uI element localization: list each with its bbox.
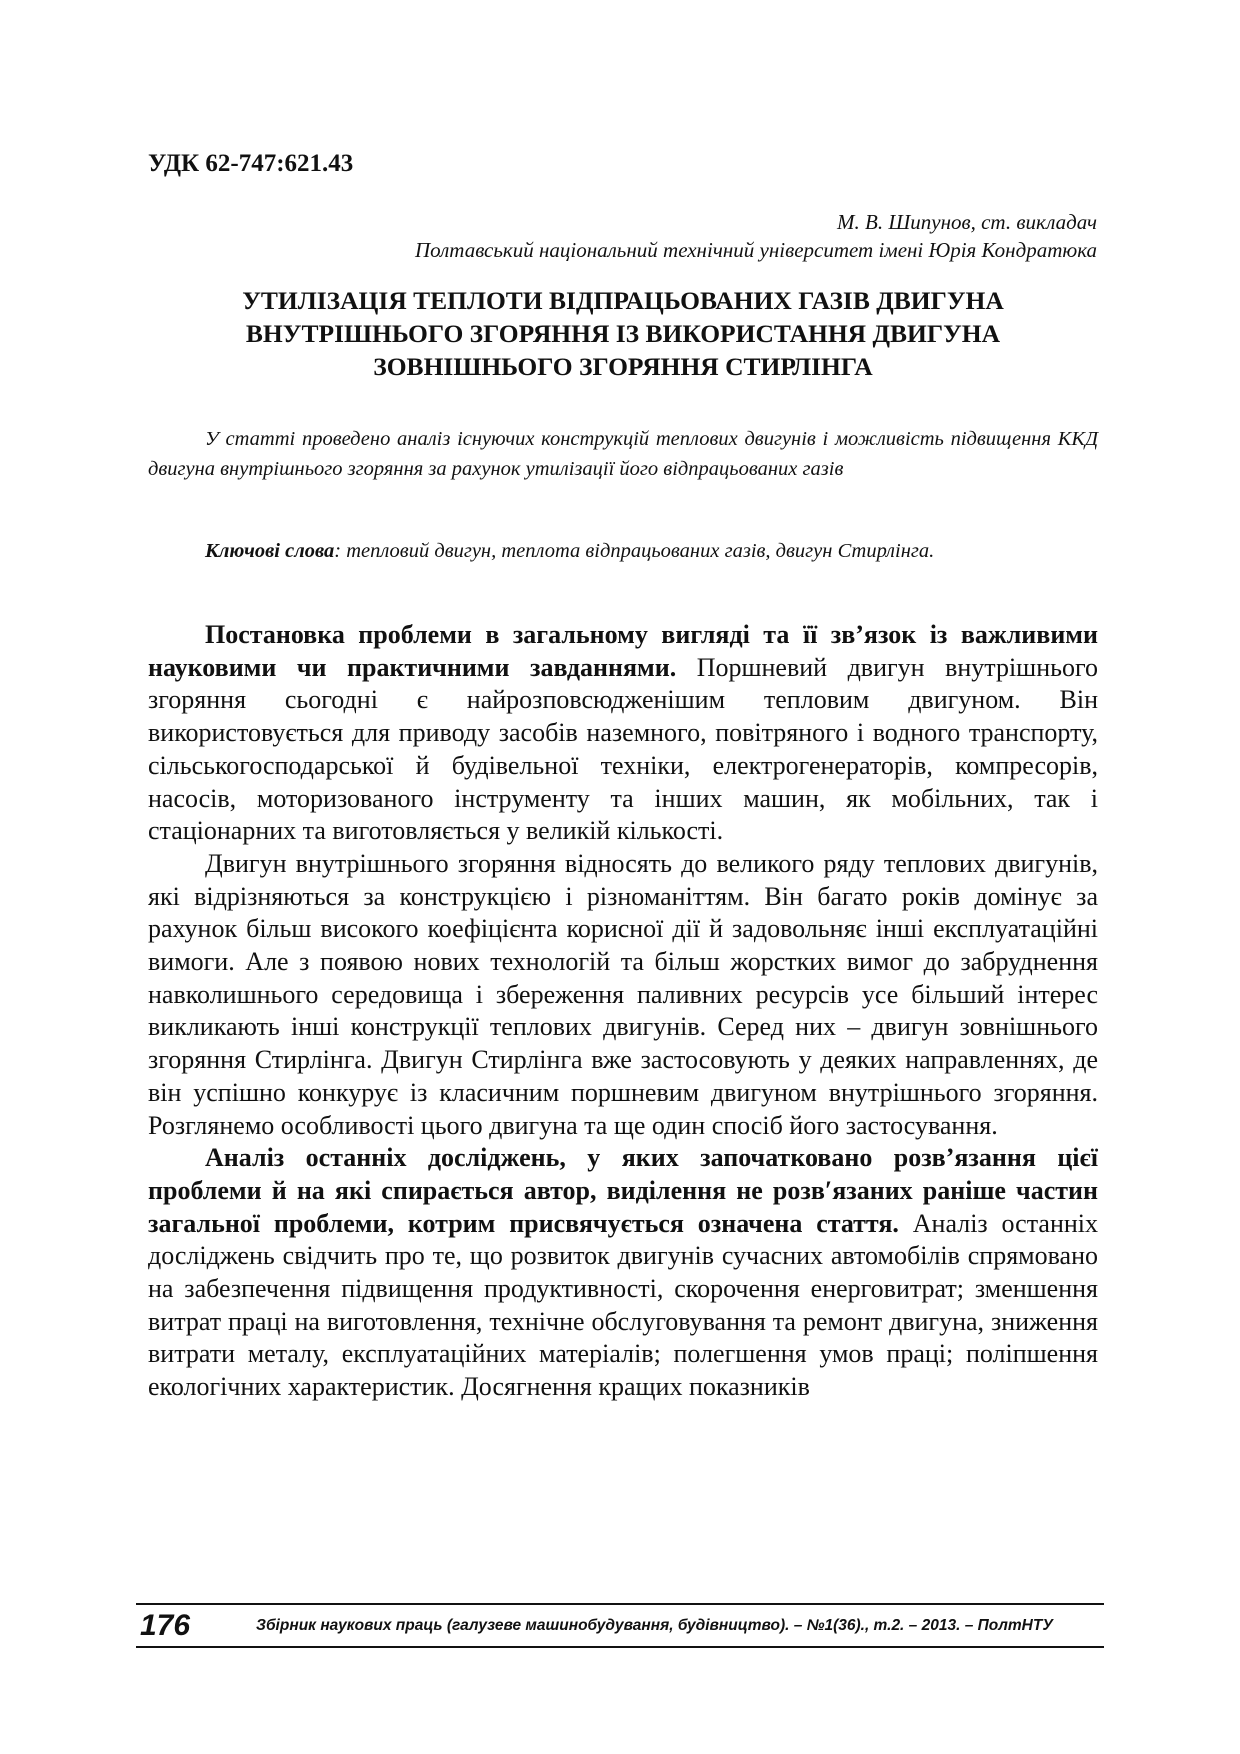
article-title bbox=[148, 284, 1098, 383]
body-paragraph bbox=[148, 1142, 1098, 1404]
keywords bbox=[148, 536, 1098, 566]
author-block bbox=[415, 208, 1097, 264]
paragraph-text: Аналіз останніх досліджень свідчить про те, що розвиток двигунів сучасних автомобілів спрямовано на забезпечення підвищення продуктивності, скорочення енерговитрат; зменшення витрат праці на виготовлення, технічне обслуговування та ремонт двигуна, зниження витрати металу, експлуатаційних матеріалів; полегшення умов праці; поліпшення екологічних характеристик. Досягнення кращих показників bbox=[148, 1208, 1098, 1402]
title-line: УТИЛІЗАЦІЯ ТЕПЛОТИ ВІДПРАЦЬОВАНИХ ГАЗІВ ДВИГУНА bbox=[242, 286, 1004, 315]
journal-reference: Збірник наукових праць (галузеве машинобудування, будівництво). – №1(36)., т.2. – 2013. – ПолтНТУ bbox=[256, 1617, 1053, 1634]
abstract: У статті проведено аналіз існуючих конструкцій теплових двигунів і можливість підвищення ККД двигуна внутрішнього згоряння за рахунок утилізації його відпрацьованих газів bbox=[148, 428, 1098, 480]
section-heading: Аналіз останніх досліджень, у яких започатковано розв’язання цієї проблеми й на які спирається автор, виділення не розв′язаних раніше частин загальної проблеми, котрим присвячується означена стаття. bbox=[148, 1143, 1098, 1238]
section-heading: Постановка проблеми в загальному вигляді та її зв’язок із важливими науковими чи практичними завданнями. bbox=[148, 620, 1098, 682]
paragraph-text: Поршневий двигун внутрішнього згоряння сьогодні є найрозповсюдженішим тепловим двигуном. Він використовується для приводу засобів наземного, повітряного і водного транспорту, сільськогосподарської й будівельної техніки, електрогенераторів, компресорів, насосів, моторизованого інструменту та інших машин, як мобільних, так і стаціонарних та виготовляється у великій кількості. bbox=[148, 652, 1098, 846]
keywords-text: : тепловий двигун, теплота відпрацьованих газів, двигун Стирлінга. bbox=[334, 540, 935, 562]
body-paragraph bbox=[148, 848, 1098, 1142]
footer-rule-bottom bbox=[136, 1646, 1104, 1648]
title-line: ЗОВНІШНЬОГО ЗГОРЯННЯ СТИРЛІНГА bbox=[373, 352, 873, 381]
keywords-label: Ключові слова bbox=[205, 540, 335, 562]
page-footer bbox=[140, 1606, 1100, 1646]
page-number: 176 bbox=[140, 1609, 191, 1642]
title-line: ВНУТРІШНЬОГО ЗГОРЯННЯ ІЗ ВИКОРИСТАННЯ ДВИГУНА bbox=[245, 319, 1001, 348]
author-name: М. В. Шипунов, ст. викладач bbox=[837, 210, 1097, 234]
paragraph-text: Двигун внутрішнього згоряння відносять до великого ряду теплових двигунів, які відрізняються за конструкцією і різноманіттям. Він багато років домінує за рахунок більш високого коефіцієнта корисної дії й задовольняє інші експлуатаційні вимоги. Але з появою нових технологій та більш жорстких вимог до забруднення навколишнього середовища і збереження паливних ресурсів усе більший інтерес викликають інші конструкції теплових двигунів. Серед них – двигун зовнішнього згоряння Стирлінга. Двигун Стирлінга вже застосовують у деяких направленнях, де він успішно конкурує із класичним поршневим двигуном внутрішнього згоряння. Розглянемо особливості цього двигуна та ще один спосіб його застосування. bbox=[148, 848, 1098, 1140]
article-body bbox=[148, 619, 1098, 1404]
author-affiliation: Полтавський національний технічний університет імені Юрія Кондратюка bbox=[414, 238, 1097, 262]
udc-code: УДК 62-747:621.43 bbox=[148, 150, 354, 177]
footer-rule-top bbox=[136, 1603, 1104, 1605]
body-paragraph bbox=[148, 619, 1098, 848]
